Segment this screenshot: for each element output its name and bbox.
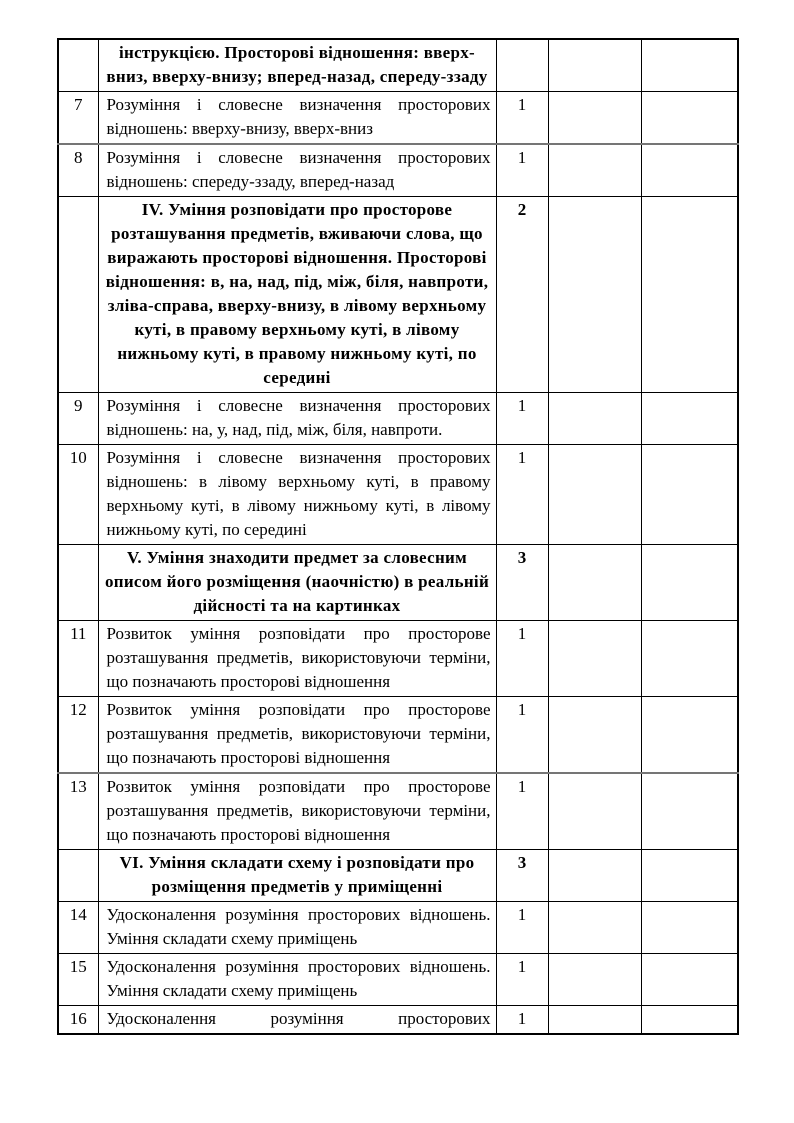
row-number-cell: 12: [58, 697, 98, 774]
empty-cell-2: [641, 1006, 738, 1035]
row-number-cell: 7: [58, 92, 98, 145]
empty-cell-1: [548, 954, 641, 1006]
empty-cell-2: [641, 144, 738, 197]
row-number-cell: [58, 197, 98, 393]
hours-cell: 1: [496, 445, 548, 545]
hours-cell: 1: [496, 902, 548, 954]
hours-cell: 3: [496, 545, 548, 621]
empty-cell-2: [641, 954, 738, 1006]
empty-cell-2: [641, 545, 738, 621]
description-cell: Розуміння і словесне визначення просторових відношень: в лівому верхньому куті, в правому верхньому куті, в лівому нижньому куті, в лівому нижньому куті, по середині: [98, 445, 496, 545]
hours-cell: 1: [496, 144, 548, 197]
empty-cell-1: [548, 1006, 641, 1035]
description-cell: Розвиток уміння розповідати про просторове розташування предметів, використовуючи терміни, що позначають просторові відношення: [98, 621, 496, 697]
description-cell: Удосконалення розуміння просторових: [98, 1006, 496, 1035]
description-cell: Розвиток уміння розповідати про просторове розташування предметів, використовуючи терміни, що позначають просторові відношення: [98, 773, 496, 850]
empty-cell-2: [641, 850, 738, 902]
empty-cell-2: [641, 697, 738, 774]
table-row: [58, 92, 738, 145]
empty-cell-2: [641, 621, 738, 697]
empty-cell-2: [641, 773, 738, 850]
section-header-row: [58, 850, 738, 902]
section-header-row: [58, 545, 738, 621]
description-cell: IV. Уміння розповідати про просторове розташування предметів, вживаючи слова, що виражають просторові відношення. Просторові відношення: в, на, над, під, між, біля, навпроти, зліва-справа, вверху-внизу, в лівому верхньому куті, в правому верхньому куті, в лівому нижньому куті, в правому нижньому куті, по середині: [98, 197, 496, 393]
empty-cell-1: [548, 393, 641, 445]
row-number-cell: [58, 39, 98, 92]
curriculum-table: [57, 38, 739, 1035]
description-cell: VI. Уміння складати схему і розповідати про розміщення предметів у приміщенні: [98, 850, 496, 902]
hours-cell: 1: [496, 92, 548, 145]
curriculum-table-body: [58, 39, 738, 1034]
row-number-cell: 14: [58, 902, 98, 954]
hours-cell: 1: [496, 773, 548, 850]
table-row: [58, 445, 738, 545]
hours-cell: 1: [496, 1006, 548, 1035]
empty-cell-2: [641, 445, 738, 545]
empty-cell-1: [548, 545, 641, 621]
row-number-cell: 10: [58, 445, 98, 545]
description-cell: Розуміння і словесне визначення просторових відношень: на, у, над, під, між, біля, навпроти.: [98, 393, 496, 445]
description-cell: Удосконалення розуміння просторових відношень. Уміння складати схему приміщень: [98, 954, 496, 1006]
description-cell: Розвиток уміння розповідати про просторове розташування предметів, використовуючи терміни, що позначають просторові відношення: [98, 697, 496, 774]
row-number-cell: 16: [58, 1006, 98, 1035]
table-row: [58, 697, 738, 774]
hours-cell: [496, 39, 548, 92]
row-number-cell: 8: [58, 144, 98, 197]
empty-cell-2: [641, 902, 738, 954]
empty-cell-1: [548, 144, 641, 197]
empty-cell-1: [548, 197, 641, 393]
section-header-row: [58, 39, 738, 92]
hours-cell: 3: [496, 850, 548, 902]
empty-cell-1: [548, 92, 641, 145]
empty-cell-2: [641, 39, 738, 92]
row-number-cell: [58, 850, 98, 902]
hours-cell: 1: [496, 697, 548, 774]
table-row: [58, 393, 738, 445]
table-row: [58, 902, 738, 954]
table-row: [58, 1006, 738, 1035]
description-cell: Розуміння і словесне визначення просторових відношень: вверху-внизу, вверх-вниз: [98, 92, 496, 145]
empty-cell-1: [548, 773, 641, 850]
empty-cell-2: [641, 393, 738, 445]
table-row: [58, 621, 738, 697]
description-cell: V. Уміння знаходити предмет за словесним описом його розміщення (наочністю) в реальній дійсності та на картинках: [98, 545, 496, 621]
table-row: [58, 954, 738, 1006]
empty-cell-1: [548, 621, 641, 697]
description-cell: Розуміння і словесне визначення просторових відношень: спереду-ззаду, вперед-назад: [98, 144, 496, 197]
row-number-cell: 11: [58, 621, 98, 697]
empty-cell-2: [641, 92, 738, 145]
row-number-cell: 13: [58, 773, 98, 850]
hours-cell: 1: [496, 393, 548, 445]
empty-cell-2: [641, 197, 738, 393]
section-header-row: [58, 197, 738, 393]
empty-cell-1: [548, 697, 641, 774]
hours-cell: 2: [496, 197, 548, 393]
row-number-cell: [58, 545, 98, 621]
description-cell: інструкцією. Просторові відношення: вверх-вниз, вверху-внизу; вперед-назад, спереду-ззаду: [98, 39, 496, 92]
empty-cell-1: [548, 39, 641, 92]
description-cell: Удосконалення розуміння просторових відношень. Уміння складати схему приміщень: [98, 902, 496, 954]
empty-cell-1: [548, 850, 641, 902]
table-row: [58, 144, 738, 197]
hours-cell: 1: [496, 621, 548, 697]
row-number-cell: 15: [58, 954, 98, 1006]
table-row: [58, 773, 738, 850]
row-number-cell: 9: [58, 393, 98, 445]
empty-cell-1: [548, 902, 641, 954]
empty-cell-1: [548, 445, 641, 545]
hours-cell: 1: [496, 954, 548, 1006]
